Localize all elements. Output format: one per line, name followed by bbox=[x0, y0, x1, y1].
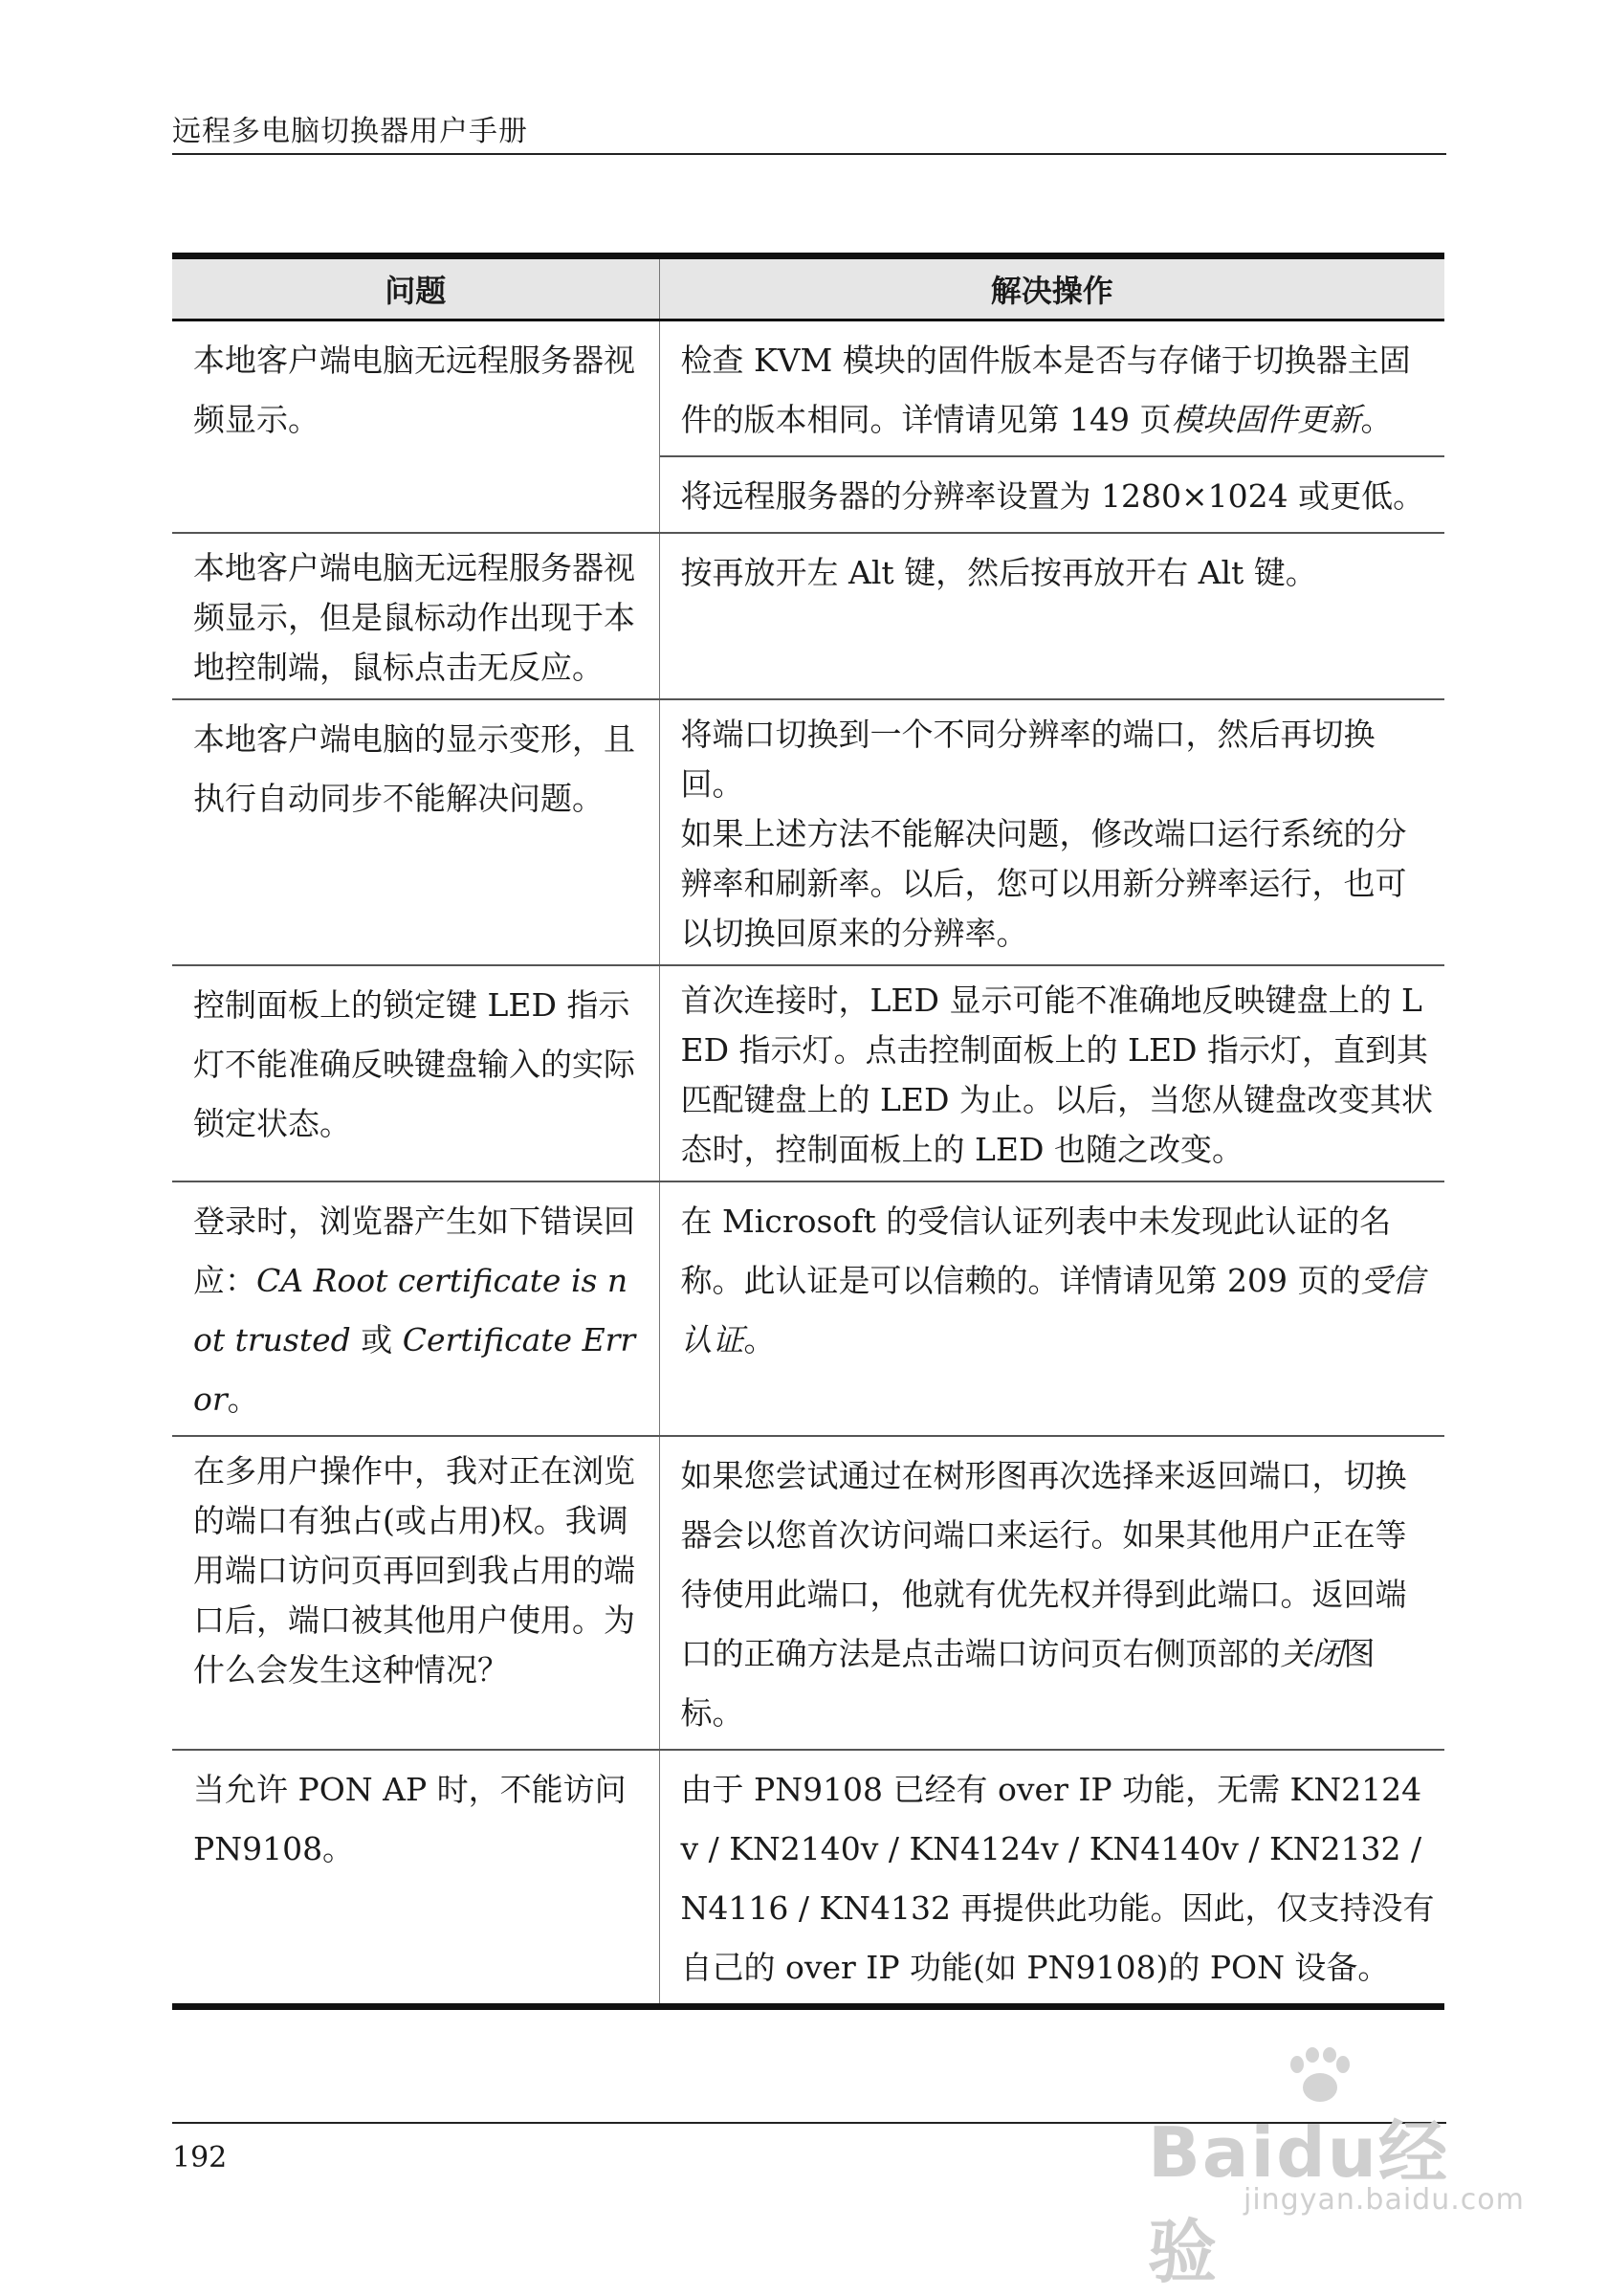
problem-cell bbox=[172, 320, 659, 534]
solution-text-suffix: 。 bbox=[1360, 401, 1393, 438]
solution-text: 由于 PN9108 已经有 over IP 功能，无需 KN2124v / KN2140v / KN4124v / KN4140v / KN2132 / N4116 / KN4132 再提供此功能。因此，仅支持没有自己的 over IP 功能(如 PN9108)的 PON 设备。 bbox=[680, 1771, 1435, 1986]
problem-text-suffix: 。 bbox=[227, 1380, 259, 1418]
problem-cell bbox=[172, 1436, 659, 1750]
table-row bbox=[172, 1181, 1444, 1436]
problem-cell bbox=[172, 699, 659, 965]
solution-text: 按再放开左 Alt 键，然后按再放开右 Alt 键。 bbox=[680, 554, 1317, 591]
solution-italic-ref: 模块固件更新 bbox=[1171, 401, 1361, 438]
header-rule bbox=[172, 153, 1446, 155]
troubleshooting-table bbox=[172, 253, 1444, 2010]
solution-text: 如果您尝试通过在树形图再次选择来返回端口，切换器会以您首次访问端口来运行。如果其他用户正在等待使用此端口，他就有优先权并得到此端口。返回端口的正确方法是点击端口访问页右侧顶部的 bbox=[680, 1457, 1407, 1672]
problem-cell bbox=[172, 1181, 659, 1436]
problem-text: 本地客户端电脑的显示变形，且执行自动同步不能解决问题。 bbox=[193, 720, 635, 817]
solution-cell bbox=[659, 1181, 1444, 1436]
error-message-1: CA Root certificate is not trusted bbox=[193, 1262, 628, 1358]
problem-text: 当允许 PON AP 时，不能访问 PN9108。 bbox=[193, 1771, 627, 1867]
table-row bbox=[172, 965, 1444, 1181]
page-number: 192 bbox=[172, 2141, 228, 2175]
problem-text-middle: 或 bbox=[350, 1321, 403, 1358]
solution-text: 检查 KVM 模块的固件版本是否与存储于切换器主固件的版本相同。详情请见第 149 页 bbox=[680, 342, 1411, 438]
solution-cell bbox=[659, 533, 1444, 699]
solution-cell bbox=[659, 1750, 1444, 2007]
solution-text: 将端口切换到一个不同分辨率的端口，然后再切换回。 bbox=[680, 716, 1376, 803]
solution-text: 首次连接时，LED 显示可能不准确地反映键盘上的 LED 指示灯。点击控制面板上的 LED 指示灯，直到其匹配键盘上的 LED 为止。以后，当您从键盘改变其状态时，控制面板上的 LED 也随之改变。 bbox=[680, 982, 1433, 1168]
solution-cell bbox=[659, 965, 1444, 1181]
problem-text: 在多用户操作中，我对正在浏览的端口有独占(或占用)权。我调用端口访问页再回到我占用的端口后，端口被其他用户使用。为什么会发生这种情况？ bbox=[193, 1452, 635, 1689]
solution-cell bbox=[659, 1436, 1444, 1750]
paw-icon bbox=[1282, 2047, 1358, 2105]
problem-text: 本地客户端电脑无远程服务器视频显示。 bbox=[193, 342, 635, 438]
solution-text-alt: 将远程服务器的分辨率设置为 1280×1024 或更低。 bbox=[680, 477, 1425, 515]
table-row bbox=[172, 533, 1444, 699]
table-row bbox=[172, 1750, 1444, 2007]
solution-text-2: 如果上述方法不能解决问题，修改端口运行系统的分辨率和刷新率。以后，您可以用新分辨率运行，也可以切换回原来的分辨率。 bbox=[680, 815, 1407, 952]
baidu-watermark bbox=[1129, 2047, 1525, 2292]
table-row bbox=[172, 1436, 1444, 1750]
watermark-brand: Baidu经验 bbox=[1148, 2112, 1449, 2292]
problem-text: 控制面板上的锁定键 LED 指示灯不能准确反映键盘输入的实际锁定状态。 bbox=[193, 986, 635, 1142]
solution-cell bbox=[659, 320, 1444, 534]
column-header-solution: 解决操作 bbox=[659, 256, 1444, 320]
problem-text: 登录时，浏览器产生如下错误回应： bbox=[193, 1203, 635, 1299]
column-header-problem: 问题 bbox=[172, 256, 659, 320]
watermark-url: jingyan.baidu.com bbox=[1244, 2183, 1525, 2217]
problem-cell bbox=[172, 533, 659, 699]
solution-text-suffix: 。 bbox=[743, 1321, 776, 1358]
error-message-2: Certificate Error bbox=[193, 1321, 636, 1418]
solution-italic-ref: 关闭 bbox=[1280, 1635, 1344, 1672]
solution-text-suffix: 图标。 bbox=[680, 1635, 1376, 1732]
solution-text: 在 Microsoft 的受信认证列表中未发现此认证的名称。此认证是可以信赖的。详情请见第 209 页的 bbox=[680, 1203, 1392, 1299]
sub-row-divider bbox=[660, 455, 1445, 457]
table-header-row bbox=[172, 256, 1444, 320]
table-row bbox=[172, 699, 1444, 965]
problem-cell bbox=[172, 1750, 659, 2007]
running-header: 远程多电脑切换器用户手册 bbox=[172, 115, 528, 148]
solution-cell bbox=[659, 699, 1444, 965]
table-row bbox=[172, 320, 1444, 534]
solution-italic-ref: 受信认证 bbox=[680, 1262, 1424, 1358]
problem-text: 本地客户端电脑无远程服务器视频显示，但是鼠标动作出现于本地控制端，鼠标点击无反应。 bbox=[193, 549, 635, 686]
problem-cell bbox=[172, 965, 659, 1181]
